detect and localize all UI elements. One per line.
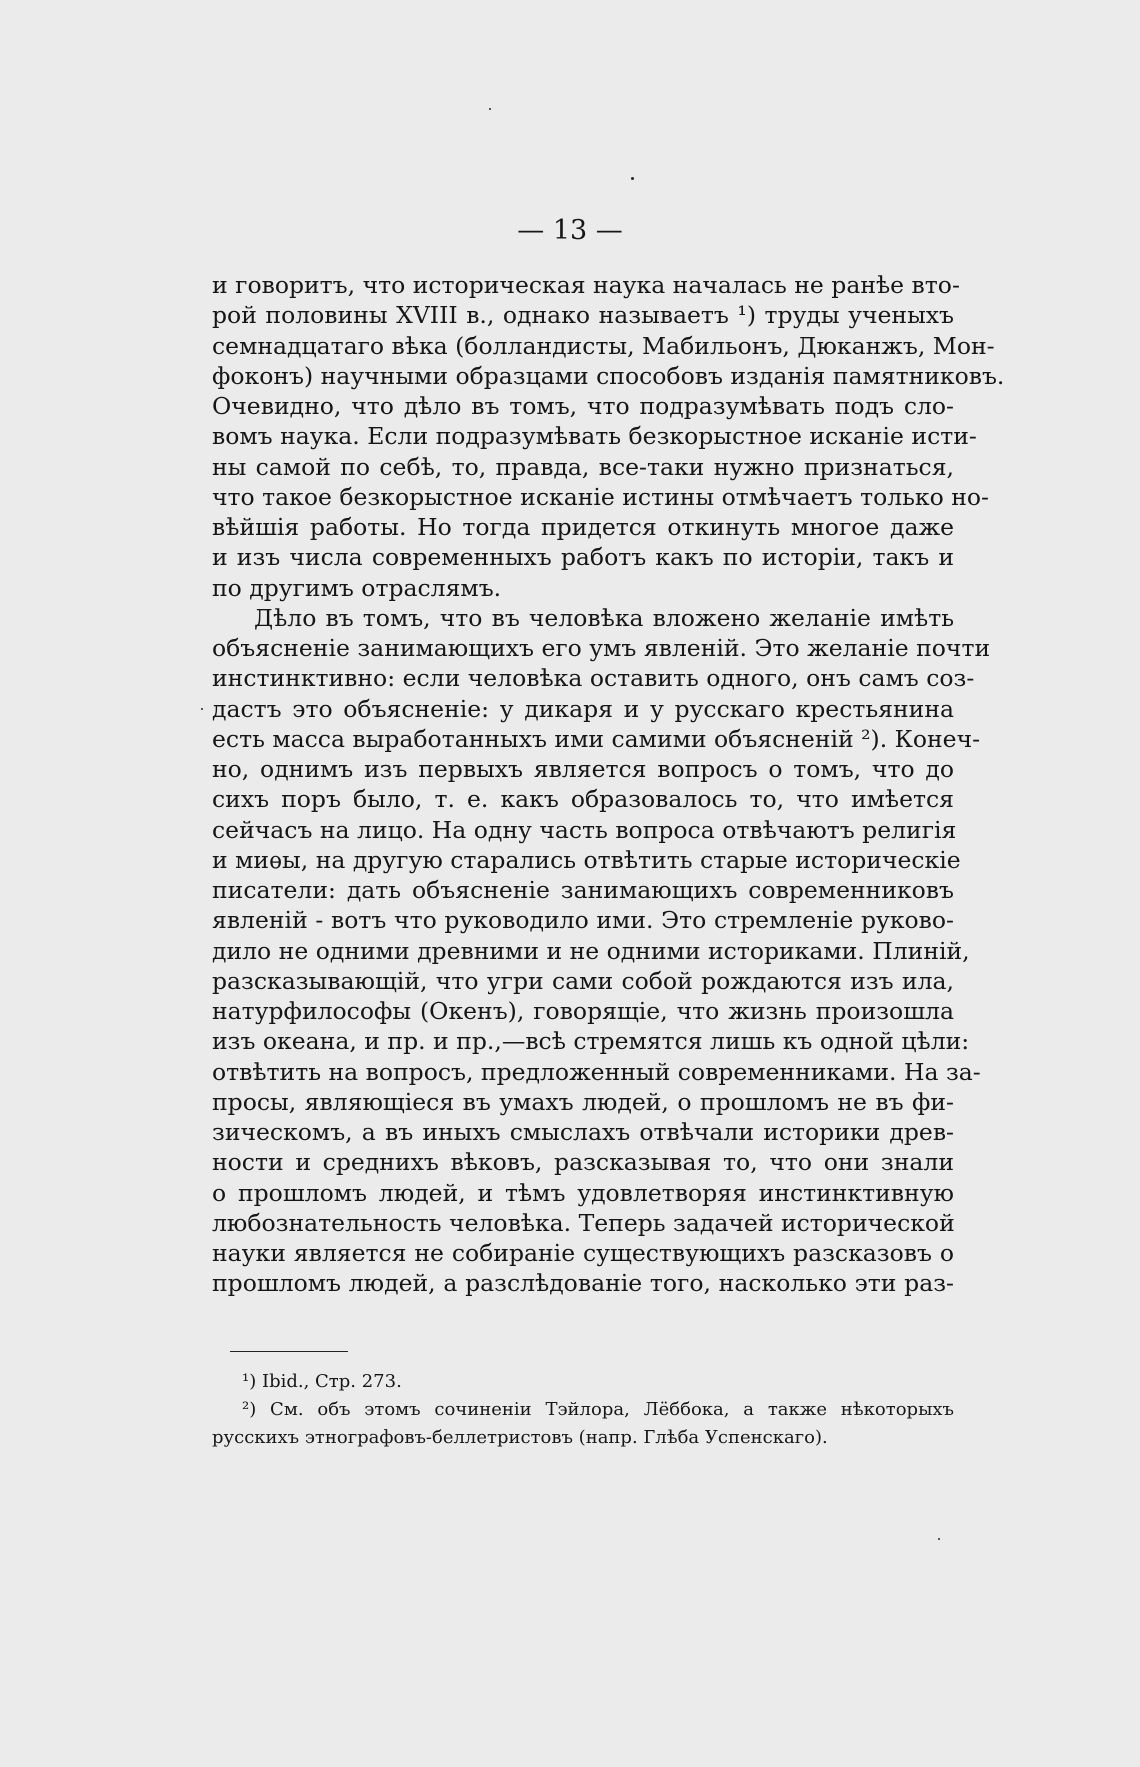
text-line: о прошломъ людей, и тѣмъ удовлетворяя инстинктивную (212, 1178, 954, 1207)
text-line: натурфилософы (Окенъ), говорящіе, что жизнь произошла (212, 997, 954, 1025)
text-line: по другимъ отраслямъ. (212, 573, 502, 602)
text-line: объясненіе занимающихъ его умъ явленій. Это желаніе почти (212, 634, 991, 662)
text-line: и миѳы, на другую старались отвѣтить старые историческіе (212, 845, 961, 874)
scan-speck (938, 1538, 940, 1540)
scan-speck (489, 108, 491, 110)
text-line: писатели: дать объясненіе занимающихъ современниковъ (212, 876, 954, 904)
text-line: и говоритъ, что историческая наука началась не ранѣе вто- (212, 271, 960, 299)
text-line: что такое безкорыстное исканіе истины отмѣчаетъ только но- (212, 482, 989, 511)
text-line: прошломъ людей, а разслѣдованіе того, насколько эти раз- (212, 1269, 954, 1298)
body-text (212, 270, 1005, 1299)
text-line: дило не одними древними и не одними историками. Плиній, (212, 936, 970, 965)
text-line: изъ океана, и пр. и пр.,—всѣ стремятся лишь къ одной цѣли: (212, 1027, 970, 1056)
scan-speck (201, 708, 203, 710)
text-line: зическомъ, а въ иныхъ смыслахъ отвѣчали историки древ- (212, 1118, 954, 1146)
text-line: Дѣло въ томъ, что въ человѣка вложено желаніе имѣть (254, 603, 954, 632)
text-line: сихъ поръ было, т. е. какъ образовалось то, что имѣется (212, 785, 954, 814)
scan-speck (631, 177, 634, 180)
text-line: явленій - вотъ что руководило ими. Это стремленіе руково- (212, 906, 954, 935)
text-line: любознательность человѣка. Теперь задачей исторической (212, 1208, 955, 1237)
text-line: ности и среднихъ вѣковъ, разсказывая то, что они знали (212, 1148, 954, 1177)
text-line: инстинктивно: если человѣка оставить одного, онъ самъ соз- (212, 664, 975, 693)
text-line: отвѣтить на вопросъ, предложенный современниками. На за- (212, 1057, 981, 1086)
text-line: вомъ наука. Если подразумѣвать безкорыстное исканіе исти- (212, 422, 977, 451)
footnote-line: ²) См. объ этомъ сочиненіи Тэйлора, Лёббока, а также нѣкоторыхъ (242, 1399, 954, 1420)
text-line: фоконъ) научными образцами способовъ изданія памятниковъ. (212, 361, 1005, 390)
text-line: науки является не собираніе существующихъ разсказовъ о (212, 1239, 954, 1267)
text-line: семнадцатаго вѣка (болландисты, Мабильонъ, Дюканжъ, Мон- (212, 331, 995, 360)
footnotes (212, 1368, 954, 1452)
text-line: рой половины XVIII в., однако называетъ ¹) труды ученыхъ (212, 301, 954, 330)
text-line: дастъ это объясненіе: у дикаря и у русскаго крестьянина (212, 694, 954, 723)
text-line: но, однимъ изъ первыхъ является вопросъ о томъ, что до (212, 755, 954, 783)
text-line: вѣйшія работы. Но тогда придется откинуть многое даже (212, 513, 954, 541)
text-line: и изъ числа современныхъ работъ какъ по исторіи, такъ и (212, 543, 954, 572)
text-line: ны самой по себѣ, то, правда, все-таки нужно признаться, (212, 452, 954, 481)
text-line: Очевидно, что дѣло въ томъ, что подразумѣвать подъ сло- (212, 392, 954, 420)
text-line: есть масса выработанныхъ ими самими объясненій ²). Конеч- (212, 724, 981, 753)
page-number: — 13 — (517, 215, 623, 246)
text-line: сейчасъ на лицо. На одну часть вопроса отвѣчаютъ религія (212, 815, 957, 844)
footnote-line: русскихъ этнографовъ-беллетристовъ (напр. Глѣба Успенскаго). (212, 1427, 828, 1448)
footnote-divider (230, 1351, 348, 1352)
text-line: просы, являющіеся въ умахъ людей, о прошломъ не въ фи- (212, 1087, 954, 1116)
text-line: разсказывающій, что угри сами собой рождаются изъ ила, (212, 966, 954, 995)
footnote-line: ¹) Ibid., Стр. 273. (242, 1371, 402, 1392)
